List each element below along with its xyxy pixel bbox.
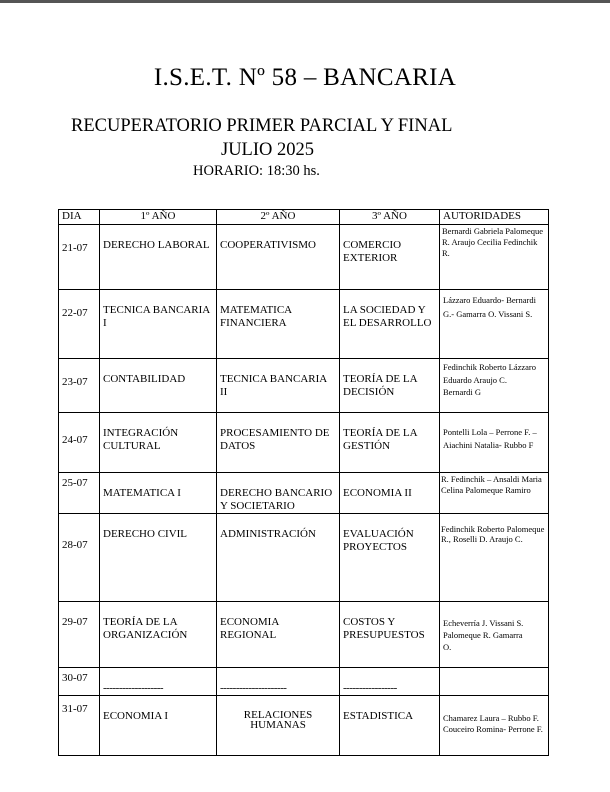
column-header-autoridades: AUTORIDADES: [440, 210, 549, 225]
year1-subject-cell: INTEGRACIÓN CULTURAL: [100, 413, 217, 473]
day-cell: 29-07: [59, 602, 100, 668]
year3-subject-cell: COMERCIO EXTERIOR: [340, 225, 440, 290]
document-subtitle: RECUPERATORIO PRIMER PARCIAL Y FINAL: [71, 116, 453, 136]
year3-subject-cell: TEORÍA DE LA DECISIÓN: [340, 359, 440, 413]
year3-subject-cell: EVALUACIÓN PROYECTOS: [340, 514, 440, 602]
day-cell: 21-07: [59, 225, 100, 290]
authorities-cell: Echeverría J. Vissani S. Palomeque R. Gamarra O.: [440, 602, 549, 668]
table-row: [59, 473, 549, 514]
year3-subject-cell: [340, 668, 440, 696]
year3-subject-cell: ESTADISTICA: [340, 696, 440, 756]
year2-subject-cell: PROCESAMIENTO DE DATOS: [217, 413, 340, 473]
table-header-row: [59, 210, 549, 225]
exam-schedule-table: [58, 209, 549, 756]
page-title: I.S.E.T. Nº 58 – BANCARIA: [153, 64, 457, 91]
day-cell: 24-07: [59, 413, 100, 473]
empty-slot-dashes: ---------------------: [220, 682, 287, 694]
top-border: [0, 0, 610, 3]
authorities-cell: R. Fedinchik – Ansaldi Maria Celina Palomeque Ramiro: [440, 473, 549, 514]
authorities-cell: Fedinchik Roberto Palomeque R., Roselli D. Araujo C.: [440, 514, 549, 602]
table-row: [59, 696, 549, 756]
day-cell: 28-07: [59, 514, 100, 602]
day-cell: 25-07: [59, 473, 100, 514]
empty-slot-dashes: -------------------: [103, 682, 164, 694]
year1-subject-cell: TEORÍA DE LA ORGANIZACIÓN: [100, 602, 217, 668]
year1-subject-cell: ECONOMIA I: [100, 696, 217, 756]
day-cell: 22-07: [59, 290, 100, 359]
year1-subject-cell: DERECHO CIVIL: [100, 514, 217, 602]
table-row: [59, 225, 549, 290]
column-header-year-1: 1º AÑO: [100, 210, 217, 225]
empty-slot-dashes: -----------------: [343, 682, 397, 694]
column-header-dia: DIA: [59, 210, 100, 225]
table-row: [59, 359, 549, 413]
table-row: [59, 413, 549, 473]
authorities-cell: Chamarez Laura – Rubbo F. Couceiro Romina- Perrone F.: [440, 696, 549, 756]
year2-subject-cell: DERECHO BANCARIO Y SOCIETARIO: [217, 473, 340, 514]
year3-subject-cell: COSTOS Y PRESUPUESTOS: [340, 602, 440, 668]
year1-subject-cell: [100, 668, 217, 696]
table-row: [59, 290, 549, 359]
day-cell: 23-07: [59, 359, 100, 413]
year3-subject-cell: LA SOCIEDAD Y EL DESARROLLO: [340, 290, 440, 359]
year1-subject-cell: TECNICA BANCARIA I: [100, 290, 217, 359]
year2-subject-cell: MATEMATICA FINANCIERA: [217, 290, 340, 359]
table-row: [59, 668, 549, 696]
year2-subject-cell: COOPERATIVISMO: [217, 225, 340, 290]
year2-subject-cell: ECONOMIA REGIONAL: [217, 602, 340, 668]
day-cell: 31-07: [59, 696, 100, 756]
year2-subject-cell: [217, 668, 340, 696]
document-period: JULIO 2025: [221, 140, 315, 160]
year1-subject-cell: CONTABILIDAD: [100, 359, 217, 413]
year2-subject-cell: RELACIONES HUMANAS: [217, 696, 340, 756]
table-row: [59, 602, 549, 668]
table-row: [59, 514, 549, 602]
column-header-year-3: 3º AÑO: [340, 210, 440, 225]
column-header-year-2: 2º AÑO: [217, 210, 340, 225]
authorities-cell: Fedinchik Roberto Lázzaro Eduardo Araujo C. Bernardi G: [440, 359, 549, 413]
year2-subject-cell: ADMINISTRACIÓN: [217, 514, 340, 602]
day-cell: 30-07: [59, 668, 100, 696]
authorities-cell: Bernardi Gabriela Palomeque R. Araujo Cecilia Fedinchik R.: [440, 225, 549, 290]
year3-subject-cell: ECONOMIA II: [340, 473, 440, 514]
year2-subject-cell: TECNICA BANCARIA II: [217, 359, 340, 413]
authorities-cell: Lázzaro Eduardo- Bernardi G.- Gamarra O. Vissani S.: [440, 290, 549, 359]
authorities-cell: [440, 668, 549, 696]
authorities-cell: Pontelli Lola – Perrone F. – Aiachini Natalia- Rubbo F: [440, 413, 549, 473]
schedule-time: HORARIO: 18:30 hs.: [193, 163, 320, 179]
year3-subject-cell: TEORÍA DE LA GESTIÓN: [340, 413, 440, 473]
year1-subject-cell: DERECHO LABORAL: [100, 225, 217, 290]
year1-subject-cell: MATEMATICA I: [100, 473, 217, 514]
